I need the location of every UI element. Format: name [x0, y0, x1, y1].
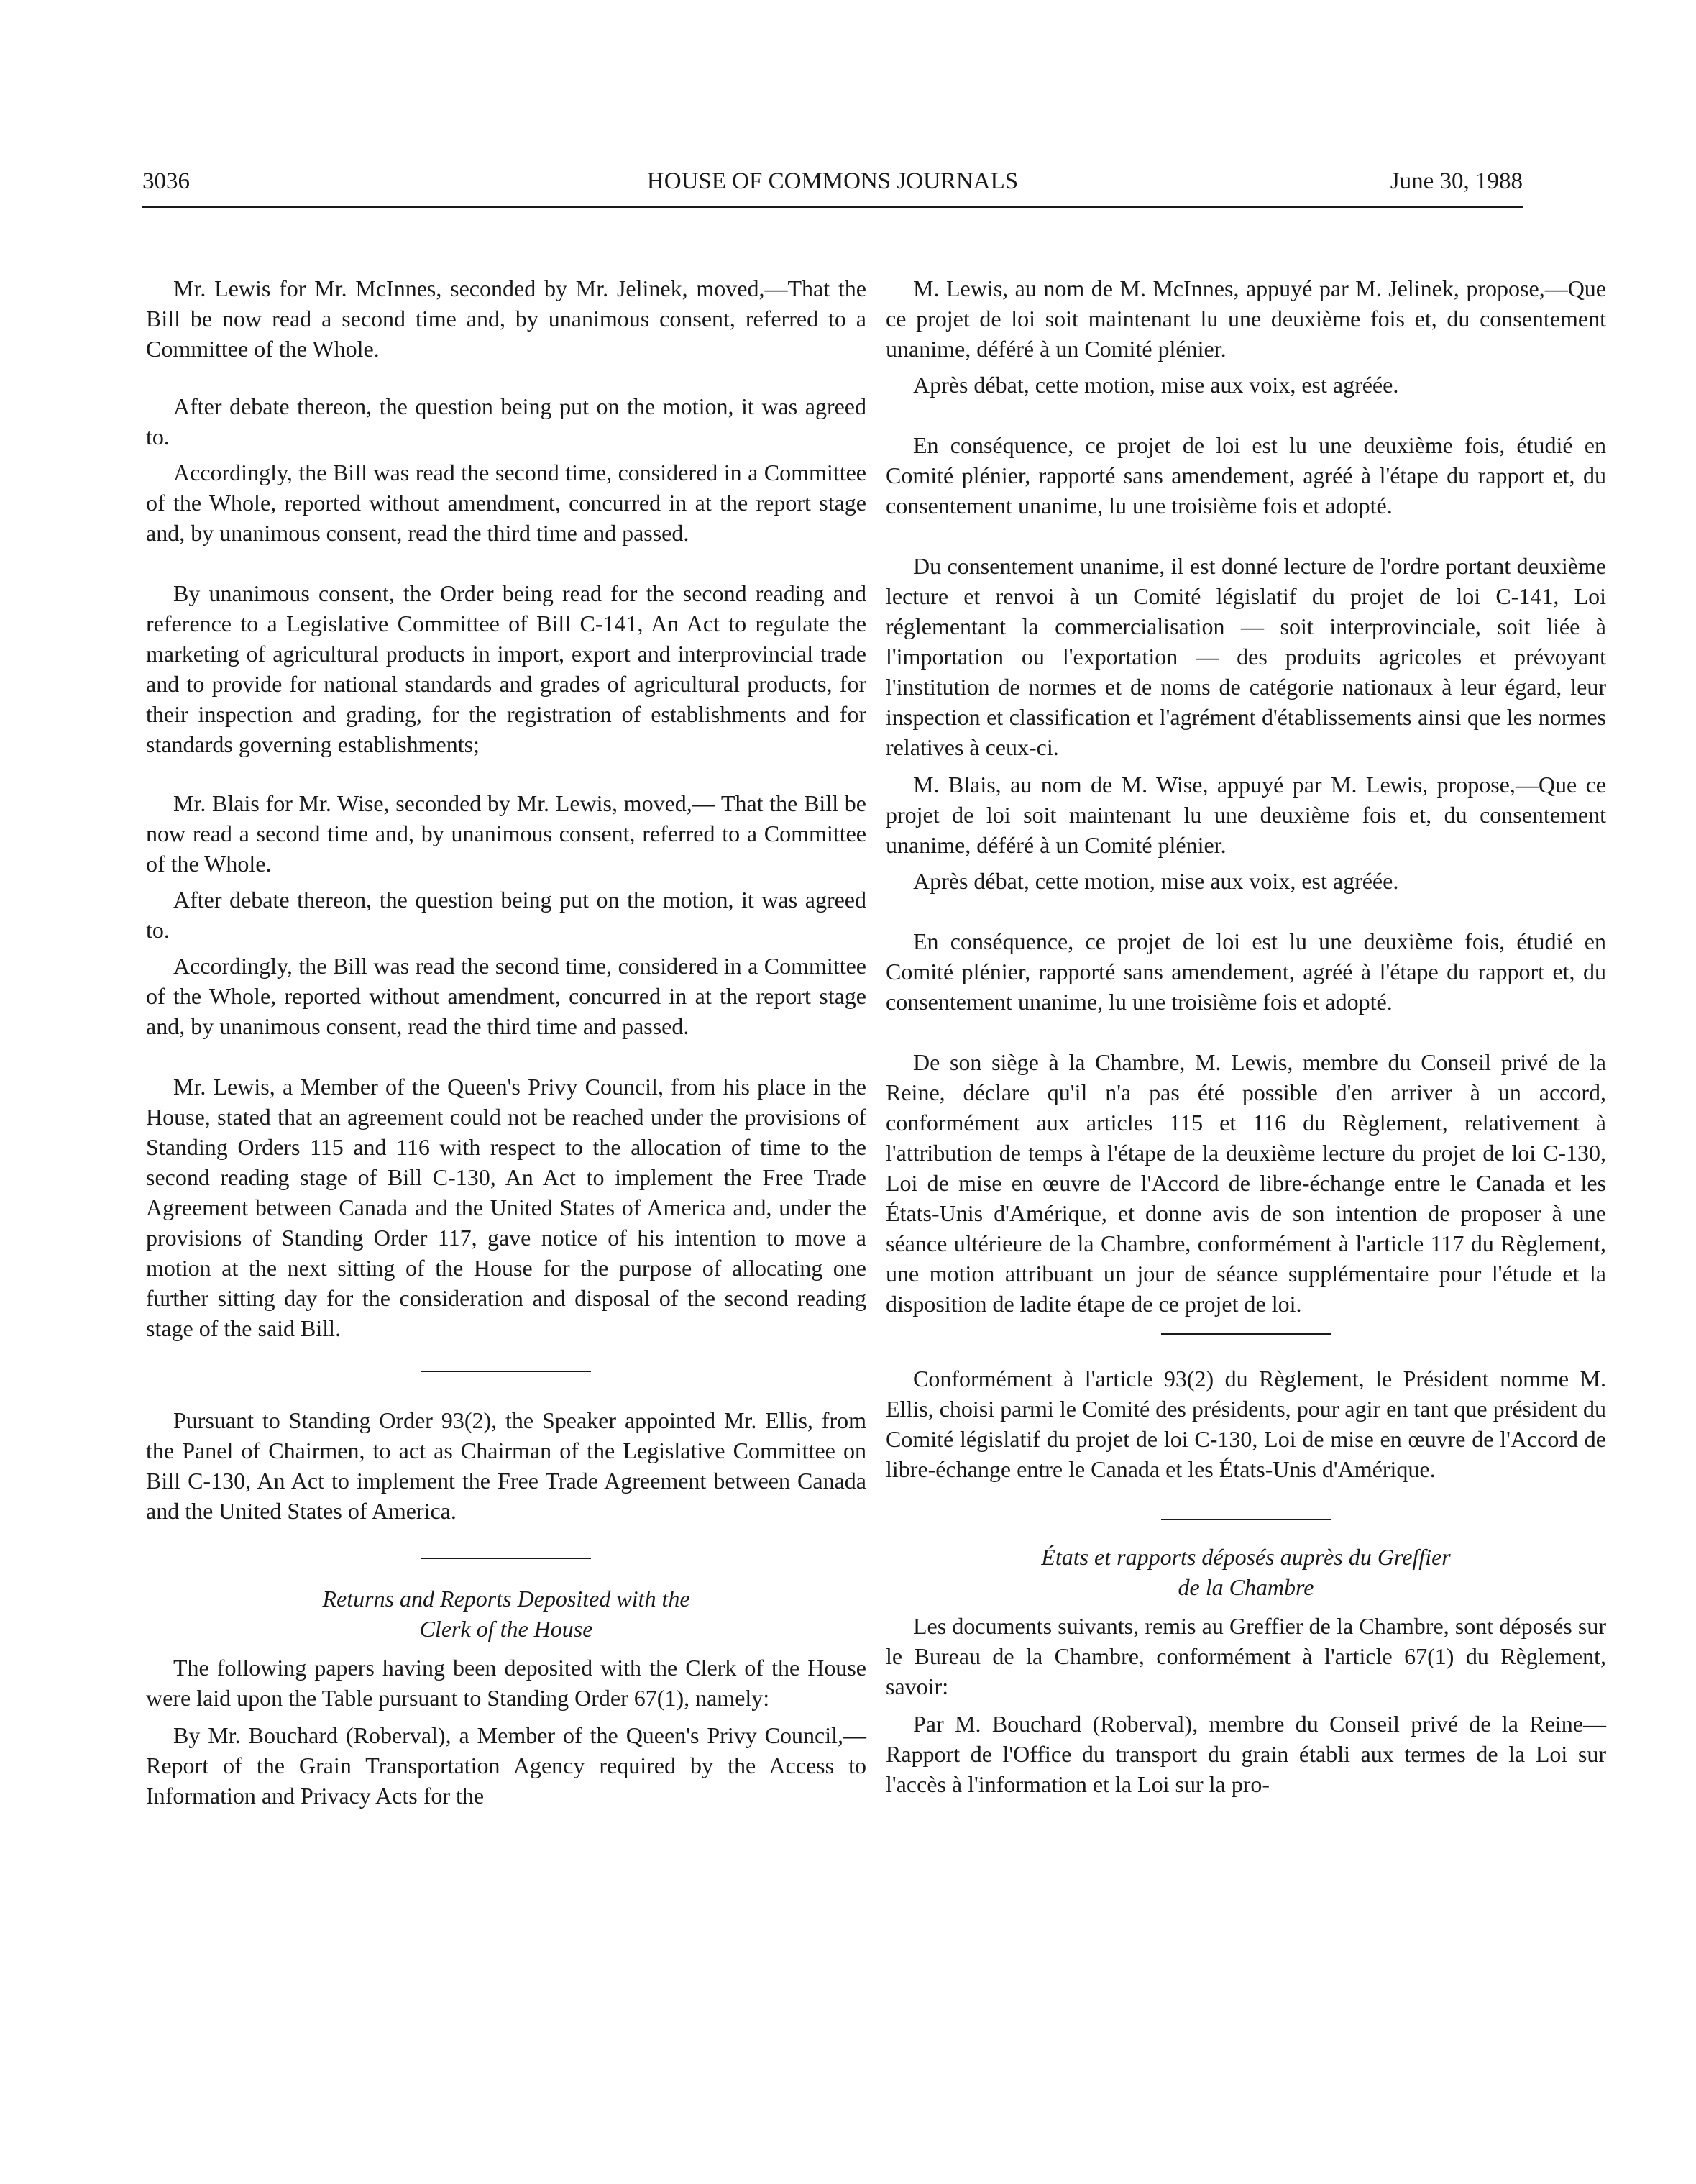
journal-title: HOUSE OF COMMONS JOURNALS — [646, 168, 1019, 194]
fr-paragraph: M. Lewis, au nom de M. McInnes, appuyé par M. Jelinek, propose,—Que ce projet de loi soit maintenant lu une deuxième fois et, du consentement unanime, déféré à un Comité plénier. — [886, 275, 1606, 362]
en-paragraph: Pursuant to Standing Order 93(2), the Speaker appointed Mr. Ellis, from the Panel of Chairmen, to act as Chairman of the Legislative Committee on Bill C-130, An Act to implement the Free Trade Agreement between Canada and the United States of America. — [146, 1407, 866, 1524]
en-paragraph: Accordingly, the Bill was read the second time, considered in a Committee of the Whole, reported without amendment, concurred in at the report stage and, by unanimous consent, read the third time and passed. — [146, 460, 866, 546]
en-paragraph: Mr. Lewis for Mr. McInnes, seconded by Mr. Jelinek, moved,—That the Bill be now read a second time and, by unanimous consent, referred to a Committee of the Whole. — [146, 275, 866, 362]
en-paragraph: After debate thereon, the question being put on the motion, it was agreed to. — [146, 393, 866, 449]
en-paragraph: Accordingly, the Bill was read the second time, considered in a Committee of the Whole, reported without amendment, concurred in at the report stage and, by unanimous consent, read the third time and passed. — [146, 953, 866, 1039]
page-number: 3036 — [142, 168, 190, 194]
french-column — [886, 273, 1606, 1799]
section-divider — [421, 1558, 591, 1559]
page-header — [142, 167, 1523, 208]
en-paragraph: Mr. Blais for Mr. Wise, seconded by Mr. Lewis, moved,— That the Bill be now read a second time and, by unanimous consent, referred to a Committee of the Whole. — [146, 790, 866, 877]
fr-paragraph: Du consentement unanime, il est donné lecture de l'ordre portant deuxième lecture et renvoi à un Comité législatif du projet de loi C-141, Loi réglementant la commercialisation — soit interprovinciale, soit liée à l'importation ou l'exportation — des produits agricoles et prévoyant l'institution de normes et de noms de catégorie nationaux à leur égard, leur inspection et classification et l'agrément d'établissements ainsi que les normes relatives à ceux-ci. — [886, 553, 1606, 760]
en-paragraph: By unanimous consent, the Order being read for the second reading and reference to a Legislative Committee of Bill C-141, An Act to regulate the marketing of agricultural products in import, export and interprovincial trade and to provide for national standards and grades of agricultural products, for their inspection and grading, for the registration of establishments and for standards governing establishments; — [146, 580, 866, 757]
en-section-heading: Clerk of the House — [419, 1616, 593, 1642]
fr-paragraph: M. Blais, au nom de M. Wise, appuyé par M. Lewis, propose,—Que ce projet de loi soit maintenant lu une deuxième fois et, du consentement unanime, déféré à un Comité plénier. — [886, 772, 1606, 858]
section-divider — [1161, 1519, 1331, 1520]
fr-paragraph: Les documents suivants, remis au Greffier de la Chambre, sont déposés sur le Bureau de la Chambre, conformément à l'article 67(1) du Règlement, savoir: — [886, 1613, 1606, 1699]
header-date: June 30, 1988 — [1390, 168, 1523, 194]
fr-paragraph: Par M. Bouchard (Roberval), membre du Conseil privé de la Reine—Rapport de l'Office du transport du grain établi aux termes de la Loi sur l'accès à l'information et la Loi sur la pro- — [886, 1711, 1606, 1797]
fr-paragraph: De son siège à la Chambre, M. Lewis, membre du Conseil privé de la Reine, déclare qu'il n'a pas été possible d'en arriver à un accord, conformément aux articles 115 et 116 du Règlement, relativement à l'attribution de temps à l'étape de la deuxième lecture du projet de loi C-130, Loi de mise en œuvre de l'Accord de libre-échange entre le Canada et les États-Unis d'Amérique, et donne avis de son intention de proposer à une séance ultérieure de la Chambre, conformément à l'article 117 du Règlement, une motion attribuant un jour de séance supplémentaire pour l'étude et la disposition de ladite étape de ce projet de loi. — [886, 1049, 1606, 1317]
fr-paragraph: En conséquence, ce projet de loi est lu une deuxième fois, étudié en Comité plénier, rapporté sans amendement, agréé à l'étape du rapport et, du consentement unanime, lu une troisième fois et adopté. — [886, 432, 1606, 518]
en-section-heading: Returns and Reports Deposited with the — [322, 1586, 690, 1612]
section-divider — [421, 1371, 591, 1372]
section-divider — [1161, 1333, 1331, 1335]
en-paragraph: After debate thereon, the question being put on the motion, it was agreed to. — [146, 887, 866, 943]
fr-paragraph: Après débat, cette motion, mise aux voix, est agréée. — [913, 868, 1399, 894]
en-paragraph: Mr. Lewis, a Member of the Queen's Privy Council, from his place in the House, stated that an agreement could not be reached under the provisions of Standing Orders 115 and 116 with respect to the allocation of time to the second reading stage of Bill C-130, An Act to implement the Free Trade Agreement between Canada and the United States of America and, under the provisions of Standing Order 117, gave notice of his intention to move a motion at the next sitting of the House for the purpose of allocating one further sitting day for the consideration and disposal of the second reading stage of the said Bill. — [146, 1074, 866, 1341]
fr-paragraph: Après débat, cette motion, mise aux voix, est agréée. — [913, 372, 1399, 398]
fr-paragraph: Conformément à l'article 93(2) du Règlement, le Président nomme M. Ellis, choisi parmi le Comité des présidents, pour agir en tant que président du Comité législatif du projet de loi C-130, Loi de mise en œuvre de l'Accord de libre-échange entre le Canada et les États-Unis d'Amérique. — [886, 1366, 1606, 1482]
fr-section-heading: États et rapports déposés auprès du Greffier — [1041, 1544, 1451, 1570]
en-paragraph: By Mr. Bouchard (Roberval), a Member of the Queen's Privy Council,—Report of the Grain Transportation Agency required by the Access to Information and Privacy Acts for the — [146, 1722, 866, 1809]
fr-section-heading: de la Chambre — [1178, 1574, 1314, 1600]
fr-paragraph: En conséquence, ce projet de loi est lu une deuxième fois, étudié en Comité plénier, rapporté sans amendement, agréé à l'étape du rapport et, du consentement unanime, lu une troisième fois et adopté. — [886, 928, 1606, 1015]
en-paragraph: The following papers having been deposited with the Clerk of the House were laid upon the Table pursuant to Standing Order 67(1), namely: — [146, 1655, 866, 1711]
english-column — [146, 273, 866, 1811]
